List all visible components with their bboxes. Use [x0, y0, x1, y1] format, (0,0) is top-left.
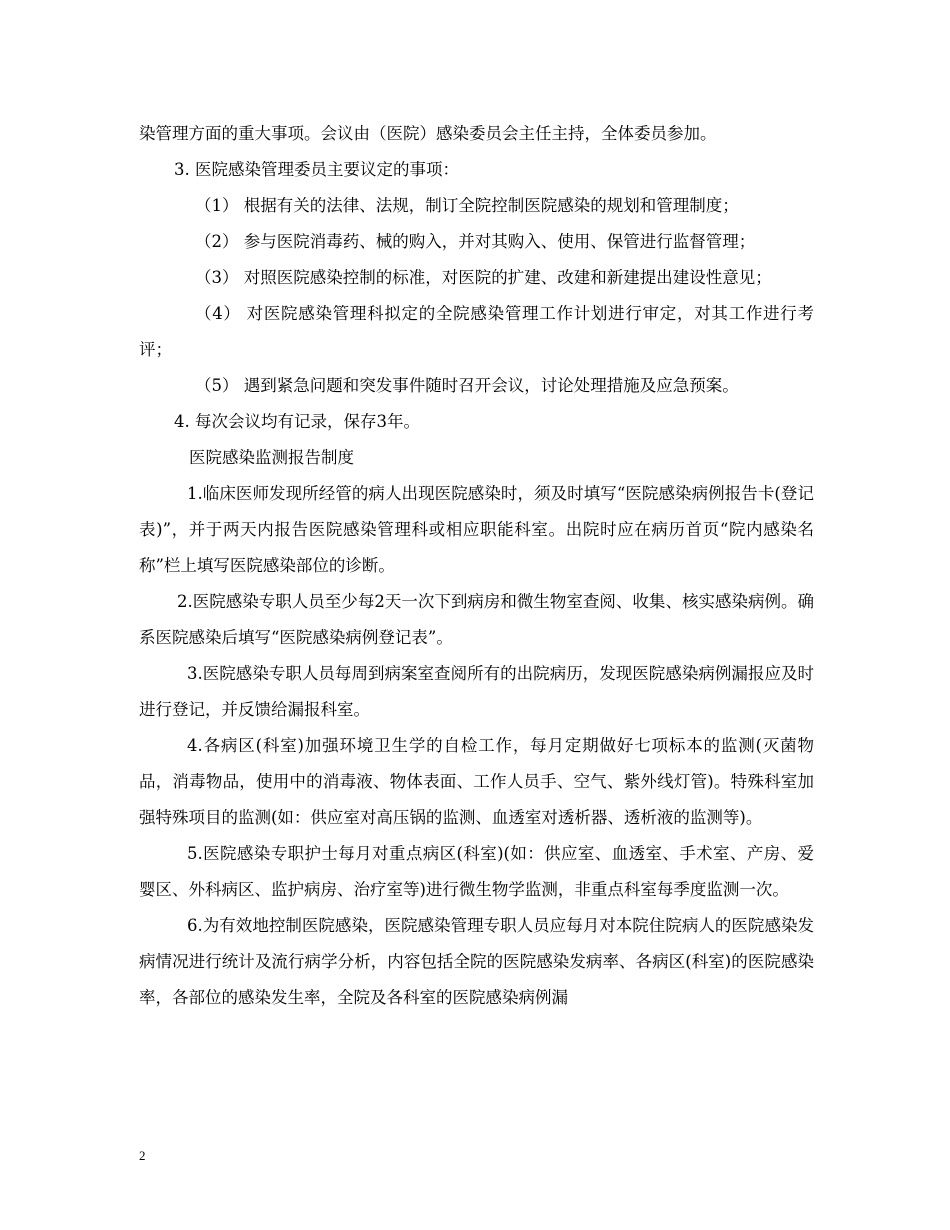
paragraph-item-3: 3. 医院感染管理委员主要议定的事项： — [174, 160, 459, 179]
page-number: 2 — [139, 1148, 146, 1163]
paragraph-subitem-1: （1） 根据有关的法律、法规，制订全院控制医院感染的规划和管理制度； — [195, 196, 739, 215]
document-body — [139, 116, 814, 1016]
paragraph-report-2: 2.医院感染专职人员至少每2天一次下到病房和微生物室查阅、收集、核实感染病例。确系医院感染后填写“医院感染病例登记表”。 — [139, 592, 814, 647]
paragraph-subitem-2: （2） 参与医院消毒药、械的购入，并对其购入、使用、保管进行监督管理； — [195, 232, 756, 251]
paragraph-item-4: 4. 每次会议均有记录，保存3年。 — [174, 412, 420, 431]
paragraph-subitem-5: （5） 遇到紧急问题和突发事件随时召开会议，讨论处理措施及应急预案。 — [195, 376, 739, 395]
paragraph-continuation: 染管理方面的重大事项。会议由（医院）感染委员会主任主持，全体委员参加。 — [139, 124, 717, 143]
paragraph-report-3: 3.医院感染专职人员每周到病案室查阅所有的出院病历，发现医院感染病例漏报应及时进行登记，并反馈给漏报科室。 — [139, 664, 814, 719]
section-title: 医院感染监测报告制度 — [189, 448, 354, 467]
paragraph-subitem-4: （4） 对医院感染管理科拟定的全院感染管理工作计划进行审定，对其工作进行考评； — [139, 304, 814, 359]
paragraph-report-4: 4.各病区(科室)加强环境卫生学的自检工作，每月定期做好七项标本的监测(灭菌物品，消毒物品，使用中的消毒液、物体表面、工作人员手、空气、紫外线灯管)。特殊科室加强特殊项目的监测(如：供应室对高压锅的监测、血透室对透析器、透析液的监测等)。 — [139, 736, 814, 827]
paragraph-report-6: 6.为有效地控制医院感染，医院感染管理专职人员应每月对本院住院病人的医院感染发病情况进行统计及流行病学分析，内容包括全院的医院感染发病率、各病区(科室)的医院感染率，各部位的感染发生率，全院及各科室的医院感染病例漏 — [139, 916, 814, 1007]
paragraph-subitem-3: （3） 对照医院感染控制的标准，对医院的扩建、改建和新建提出建设性意见； — [195, 268, 772, 287]
paragraph-report-5: 5.医院感染专职护士每月对重点病区(科室)(如：供应室、血透室、手术室、产房、爱婴区、外科病区、监护病房、治疗室等)进行微生物学监测，非重点科室每季度监测一次。 — [139, 844, 814, 899]
paragraph-report-1: 1.临床医师发现所经管的病人出现医院感染时，须及时填写“医院感染病例报告卡(登记表)”，并于两天内报告医院感染管理科或相应职能科室。出院时应在病历首页“院内感染名称”栏上填写医院感染部位的诊断。 — [139, 484, 814, 575]
